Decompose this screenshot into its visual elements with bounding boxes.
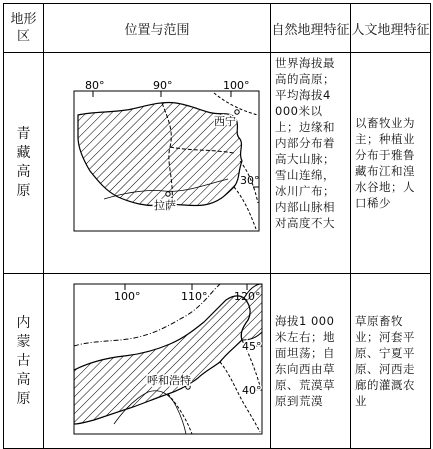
qingzang-lon-label-100: 100° <box>223 79 250 92</box>
row-neimeng <box>4 274 431 449</box>
neimeng-natural-text: 海拔1 000米左右；地面坦荡；自东向西由草原、荒漠草原到荒漠 <box>275 314 335 408</box>
neimeng-lat-label-40: 40° <box>242 384 262 397</box>
header-natural: 自然地理特征 <box>271 4 351 53</box>
row-qingzang-name <box>4 53 44 274</box>
header-landform-type <box>4 4 44 53</box>
header-row <box>4 4 431 53</box>
lhasa-marker <box>166 192 170 196</box>
neimeng-lon-label-100: 100° <box>114 290 141 303</box>
neimeng-lat-label-45: 45° <box>242 340 262 353</box>
row-neimeng-name-char-3: 古 <box>16 352 31 369</box>
row-neimeng-name-char-2: 蒙 <box>16 333 31 350</box>
neimeng-natural <box>271 274 351 449</box>
neimeng-lon-label-110: 110° <box>181 290 208 303</box>
header-landform-type-line2: 区 <box>16 29 30 44</box>
row-neimeng-name-char-1: 内 <box>16 314 31 331</box>
neimeng-map-cell <box>44 274 271 449</box>
row-qingzang-name-char-4: 原 <box>16 183 31 199</box>
neimeng-human <box>351 274 431 449</box>
row-qingzang <box>4 53 431 274</box>
landform-table <box>3 3 431 449</box>
neimeng-lon-label-120: 120° <box>234 290 261 303</box>
header-location: 位置与范围 <box>44 4 271 53</box>
qingzang-map <box>44 53 271 269</box>
qingzang-map-cell <box>44 53 271 274</box>
xining-label: 西宁 <box>214 115 236 128</box>
qingzang-natural-text: 世界海拔最高的高原；平均海拔4 000米以上；边缘和内部分布着高大山脉；雪山连绵，冰川广布；内部山脉相对高度不大 <box>275 56 335 230</box>
qingzang-lat-label-30: 30° <box>240 174 260 187</box>
qingzang-natural <box>271 53 351 274</box>
lhasa-label: 拉萨 <box>154 199 176 212</box>
row-neimeng-name-char-5: 原 <box>16 390 31 407</box>
row-qingzang-name-char-3: 高 <box>16 164 31 180</box>
qingzang-lon-label-80: 80° <box>85 79 105 92</box>
qingzang-human-text: 以畜牧业为主；种植业分布于雅鲁藏布江和湟水谷地；人口稀少 <box>355 116 415 210</box>
row-qingzang-name-char-1: 青 <box>16 126 31 142</box>
row-neimeng-name-char-4: 高 <box>16 371 31 388</box>
qingzang-lon-label-90: 90° <box>153 79 173 92</box>
neimeng-human-text: 草原畜牧业；河套平原、宁夏平原、河西走廊的灌溉农业 <box>355 314 415 408</box>
row-qingzang-name-char-2: 藏 <box>16 145 31 161</box>
qingzang-human <box>351 53 431 274</box>
header-landform-type-line1: 地形 <box>10 12 37 27</box>
neimeng-map <box>44 274 271 444</box>
header-human: 人文地理特征 <box>351 4 431 53</box>
row-neimeng-name <box>4 274 44 449</box>
xining-marker <box>235 110 239 114</box>
hohhot-label: 呼和浩特 <box>147 374 191 387</box>
